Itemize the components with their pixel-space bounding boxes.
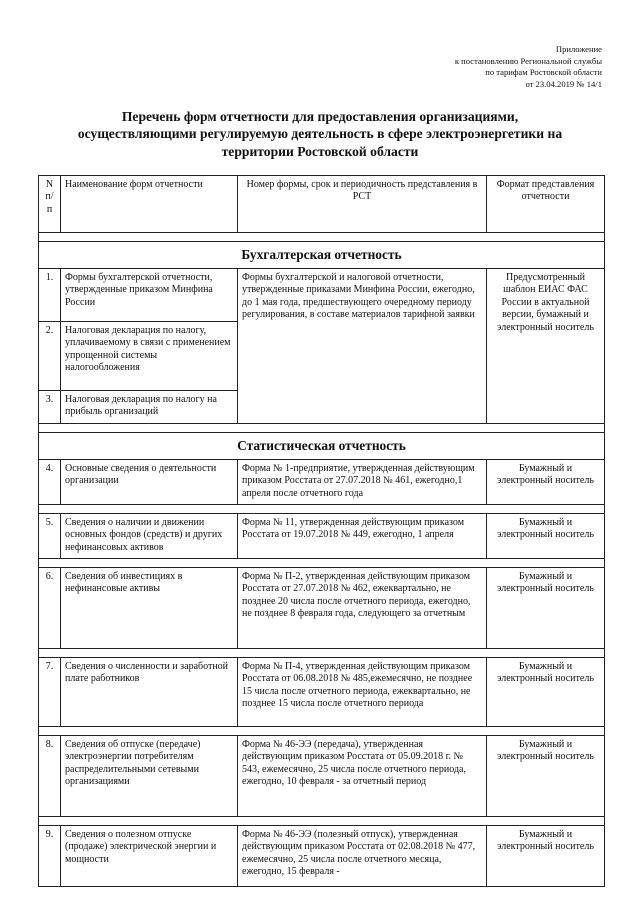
row-num: 4. [39, 460, 61, 505]
appendix-note [342, 44, 602, 90]
row-format: Бумажный и электронный носитель [487, 514, 605, 559]
appendix-line: по тарифам Ростовской области [485, 67, 602, 78]
row-form: Форма № 46-ЭЭ (полезный отпуск), утвержденная действующим приказом Росстата от 02.08.2018 № 477, ежемесячно, 25 числа после отчетного месяца, ежегодно, 15 февраля - [238, 826, 487, 887]
header-form: Номер формы, срок и периодичность представления в РСТ [238, 176, 487, 233]
row-name: Сведения об отпуске (передаче) электроэнергии потребителям распределительными сетевыми организациями [61, 736, 238, 817]
row-num: 1. [39, 269, 61, 322]
row-format-merged: Предусмотренный шаблон ЕИАС ФАС России в актуальной версии, бумажный и электронный носитель [487, 269, 605, 424]
spacer-row [39, 505, 605, 514]
table-header-row [39, 176, 605, 233]
row-name: Сведения о полезном отпуске (продаже) электрической энергии и мощности [61, 826, 238, 887]
row-form: Форма № 1-предприятие, утвержденная действующим приказом Росстата от 27.07.2018 № 461, ежегодно,1 апреля после отчетного года [238, 460, 487, 505]
title-line: осуществляющими регулируемую деятельность в сфере электроэнергетики на [77, 126, 563, 142]
row-format: Бумажный и электронный носитель [487, 826, 605, 887]
document-title [30, 108, 610, 160]
row-name: Налоговая декларация по налогу, уплачиваемому в связи с применением упрощенной системы налогообложения [61, 322, 238, 391]
section-row-statistics [39, 433, 605, 460]
section-row-accounting [39, 242, 605, 269]
title-line: территории Ростовской области [221, 143, 419, 159]
row-form: Форма № П-4, утвержденная действующим приказом Росстата от 06.08.2018 № 485,ежемесячно, не позднее 15 числа после отчетного периода, ежеквартально, не позднее 15 числа после отчетного периода [238, 658, 487, 727]
row-name: Налоговая декларация по налогу на прибыль организаций [61, 391, 238, 424]
section-title-accounting: Бухгалтерская отчетность [39, 242, 605, 269]
header-format: Формат представления отчетности [487, 176, 605, 233]
row-form: Форма № 11, утвержденная действующим приказом Росстата от 19.07.2018 № 449, ежегодно, 1 апреля [238, 514, 487, 559]
table-row [39, 460, 605, 505]
table-row [39, 658, 605, 727]
row-format: Бумажный и электронный носитель [487, 460, 605, 505]
table-row [39, 736, 605, 817]
spacer-row [39, 233, 605, 242]
header-num: N п/п [39, 176, 61, 233]
row-name: Сведения об инвестициях в нефинансовые активы [61, 568, 238, 649]
row-name: Сведения о наличии и движении основных фондов (средств) и других нефинансовых активов [61, 514, 238, 559]
spacer-row [39, 559, 605, 568]
title-line: Перечень форм отчетности для предоставления организациями, [121, 109, 519, 124]
row-name: Формы бухгалтерской отчетности, утвержденные приказом Минфина России [61, 269, 238, 322]
row-num: 2. [39, 322, 61, 391]
row-name: Основные сведения о деятельности организации [61, 460, 238, 505]
row-form: Форма № П-2, утвержденная действующим приказом Росстата от 27.07.2018 № 462, ежеквартально, не позднее 20 числа после отчетного периода, ежегодно, не позднее 8 февраля года, следующего за отчетным [238, 568, 487, 649]
row-form: Форма № 46-ЭЭ (передача), утвержденная действующим приказом Росстата от 05.09.2018 г. № 543, ежемесячно, 25 числа после отчетного периода, ежегодно, 10 февраля - за отчетный период [238, 736, 487, 817]
spacer-row [39, 817, 605, 826]
section-title-statistics: Статистическая отчетность [39, 433, 605, 460]
row-num: 7. [39, 658, 61, 727]
row-num: 6. [39, 568, 61, 649]
row-num: 3. [39, 391, 61, 424]
appendix-line: от 23.04.2019 № 14/1 [525, 78, 602, 89]
table-row [39, 568, 605, 649]
reporting-forms-table [38, 175, 605, 887]
row-form-merged: Формы бухгалтерской и налоговой отчетности, утвержденные приказами Минфина России, ежегодно, до 1 мая года, предшествующего очередному периоду регулирования, в составе материалов тарифной заявки [238, 269, 487, 424]
row-format: Бумажный и электронный носитель [487, 736, 605, 817]
table-row [39, 514, 605, 559]
row-num: 9. [39, 826, 61, 887]
row-name: Сведения о численности и заработной плате работников [61, 658, 238, 727]
appendix-line: к постановлению Региональной службы [454, 55, 602, 66]
spacer-row [39, 649, 605, 658]
spacer-row [39, 727, 605, 736]
header-name: Наименование форм отчетности [61, 176, 238, 233]
row-num: 8. [39, 736, 61, 817]
table-row [39, 826, 605, 887]
spacer-row [39, 424, 605, 433]
table-row [39, 269, 605, 322]
row-format: Бумажный и электронный носитель [487, 568, 605, 649]
row-num: 5. [39, 514, 61, 559]
row-format: Бумажный и электронный носитель [487, 658, 605, 727]
appendix-line: Приложение [555, 44, 602, 54]
